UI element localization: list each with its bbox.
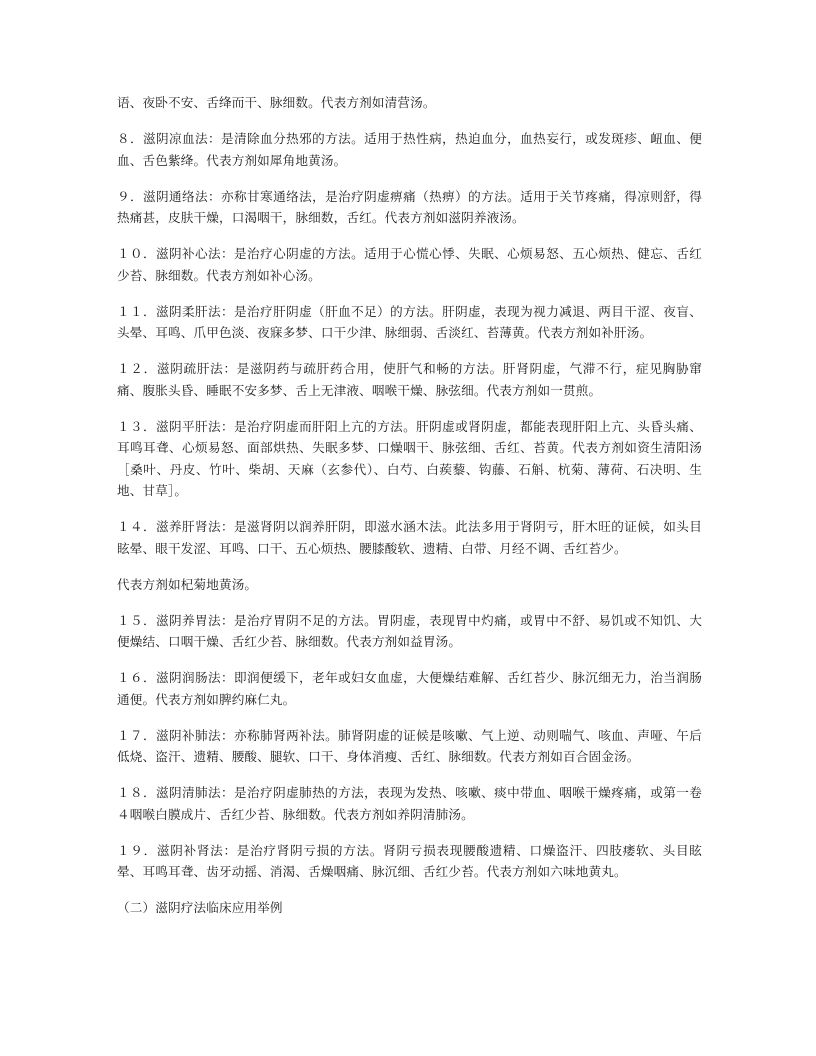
paragraph-continuation: 语、夜卧不安、舌绛而干、脉细数。代表方剂如清营汤。 — [117, 95, 436, 110]
document-page — [117, 92, 702, 933]
paragraph-item-14: １４．滋养肝肾法：是滋肾阴以润养肝阴，即滋水涵木法。此法多用于肾阴亏，肝木旺的证候，如头目眩晕、眼干发涩、耳鸣、口干、五心烦热、腰膝酸软、遗精、白带、月经不调、舌红苔少。 — [117, 519, 702, 556]
paragraph-item-14-formula: 代表方剂如杞菊地黄汤。 — [117, 576, 258, 592]
section-heading: （二）滋阴疗法临床应用举例 — [117, 900, 283, 915]
paragraph-item-10: １０．滋阴补心法：是治疗心阴虚的方法。适用于心慌心悸、失眠、心烦易怒、五心烦热、健忘、舌红少苔、脉细数。代表方剂如补心汤。 — [117, 246, 702, 283]
paragraph-item-16: １６．滋阴润肠法：即润便缓下，老年或妇女血虚，大便燥结难解、舌红苔少、脉沉细无力，治当润肠通便。代表方剂如脾约麻仁丸。 — [117, 670, 702, 707]
paragraph-item-11: １１．滋阴柔肝法：是治疗肝阴虚（肝血不足）的方法。肝阴虚，表现为视力减退、两目干涩、夜盲、头晕、耳鸣、爪甲色淡、夜寐多梦、口干少津、脉细弱、舌淡红、苔薄黄。代表方剂如补肝汤。 — [117, 303, 702, 340]
paragraph-item-15: １５．滋阴养胃法：是治疗胃阴不足的方法。胃阴虚，表现胃中灼痛，或胃中不舒、易饥或不知饥、大便燥结、口咽干燥、舌红少苔、脉细数。代表方剂如益胃汤。 — [117, 612, 702, 649]
paragraph-item-19: １９．滋阴补肾法：是治疗肾阴亏损的方法。肾阴亏损表现腰酸遗精、口燥盗汗、四肢痿软、头目眩晕、耳鸣耳聋、齿牙动摇、消渴、舌燥咽痛、脉沉细、舌红少苔。代表方剂如六味地黄丸。 — [117, 842, 702, 879]
paragraph-item-8: ８．滋阴凉血法：是清除血分热邪的方法。适用于热性病，热迫血分，血热妄行，或发斑疹、衄血、便血、舌色紫绛。代表方剂如犀角地黄汤。 — [117, 131, 702, 168]
paragraph-item-13: １３．滋阴平肝法：是治疗阴虚而肝阳上亢的方法。肝阴虚或肾阴虚，都能表现肝阳上亢、头昏头痛、耳鸣耳聋、心烦易怒、面部烘热、失眠多梦、口燥咽干、脉弦细、舌红、苔黄。代表方剂如资生清阳汤［桑叶、丹皮、竹叶、柴胡、天麻（玄参代）、白芍、白蒺藜、钩藤、石斛、杭菊、薄荷、石决明、生地、甘草］。 — [117, 418, 702, 498]
paragraph-item-17: １７．滋阴补肺法：亦称肺肾两补法。肺肾阴虚的证候是咳嗽、气上逆、动则喘气、咳血、声哑、午后低烧、盗汗、遗精、腰酸、腿软、口干、身体消瘦、舌红、脉细数。代表方剂如百合固金汤。 — [117, 727, 702, 764]
paragraph-item-18: １８．滋阴清肺法：是治疗阴虚肺热的方法，表现为发热、咳嗽、痰中带血、咽喉干燥疼痛，或第一卷４咽喉白膜成片、舌红少苔、脉细数。代表方剂如养阴清肺汤。 — [117, 785, 702, 822]
paragraph-item-9: ９．滋阴通络法：亦称甘寒通络法，是治疗阴虚痹痛（热痹）的方法。适用于关节疼痛，得凉则舒，得热痛甚，皮肤干燥，口渴咽干，脉细数，舌红。代表方剂如滋阴养液汤。 — [117, 188, 702, 225]
paragraph-item-12: １２．滋阴疏肝法：是滋阴药与疏肝药合用，使肝气和畅的方法。肝肾阴虚，气滞不行，症见胸胁窜痛、腹胀头昏、睡眠不安多梦、舌上无津液、咽喉干燥、脉弦细。代表方剂如一贯煎。 — [117, 361, 702, 398]
